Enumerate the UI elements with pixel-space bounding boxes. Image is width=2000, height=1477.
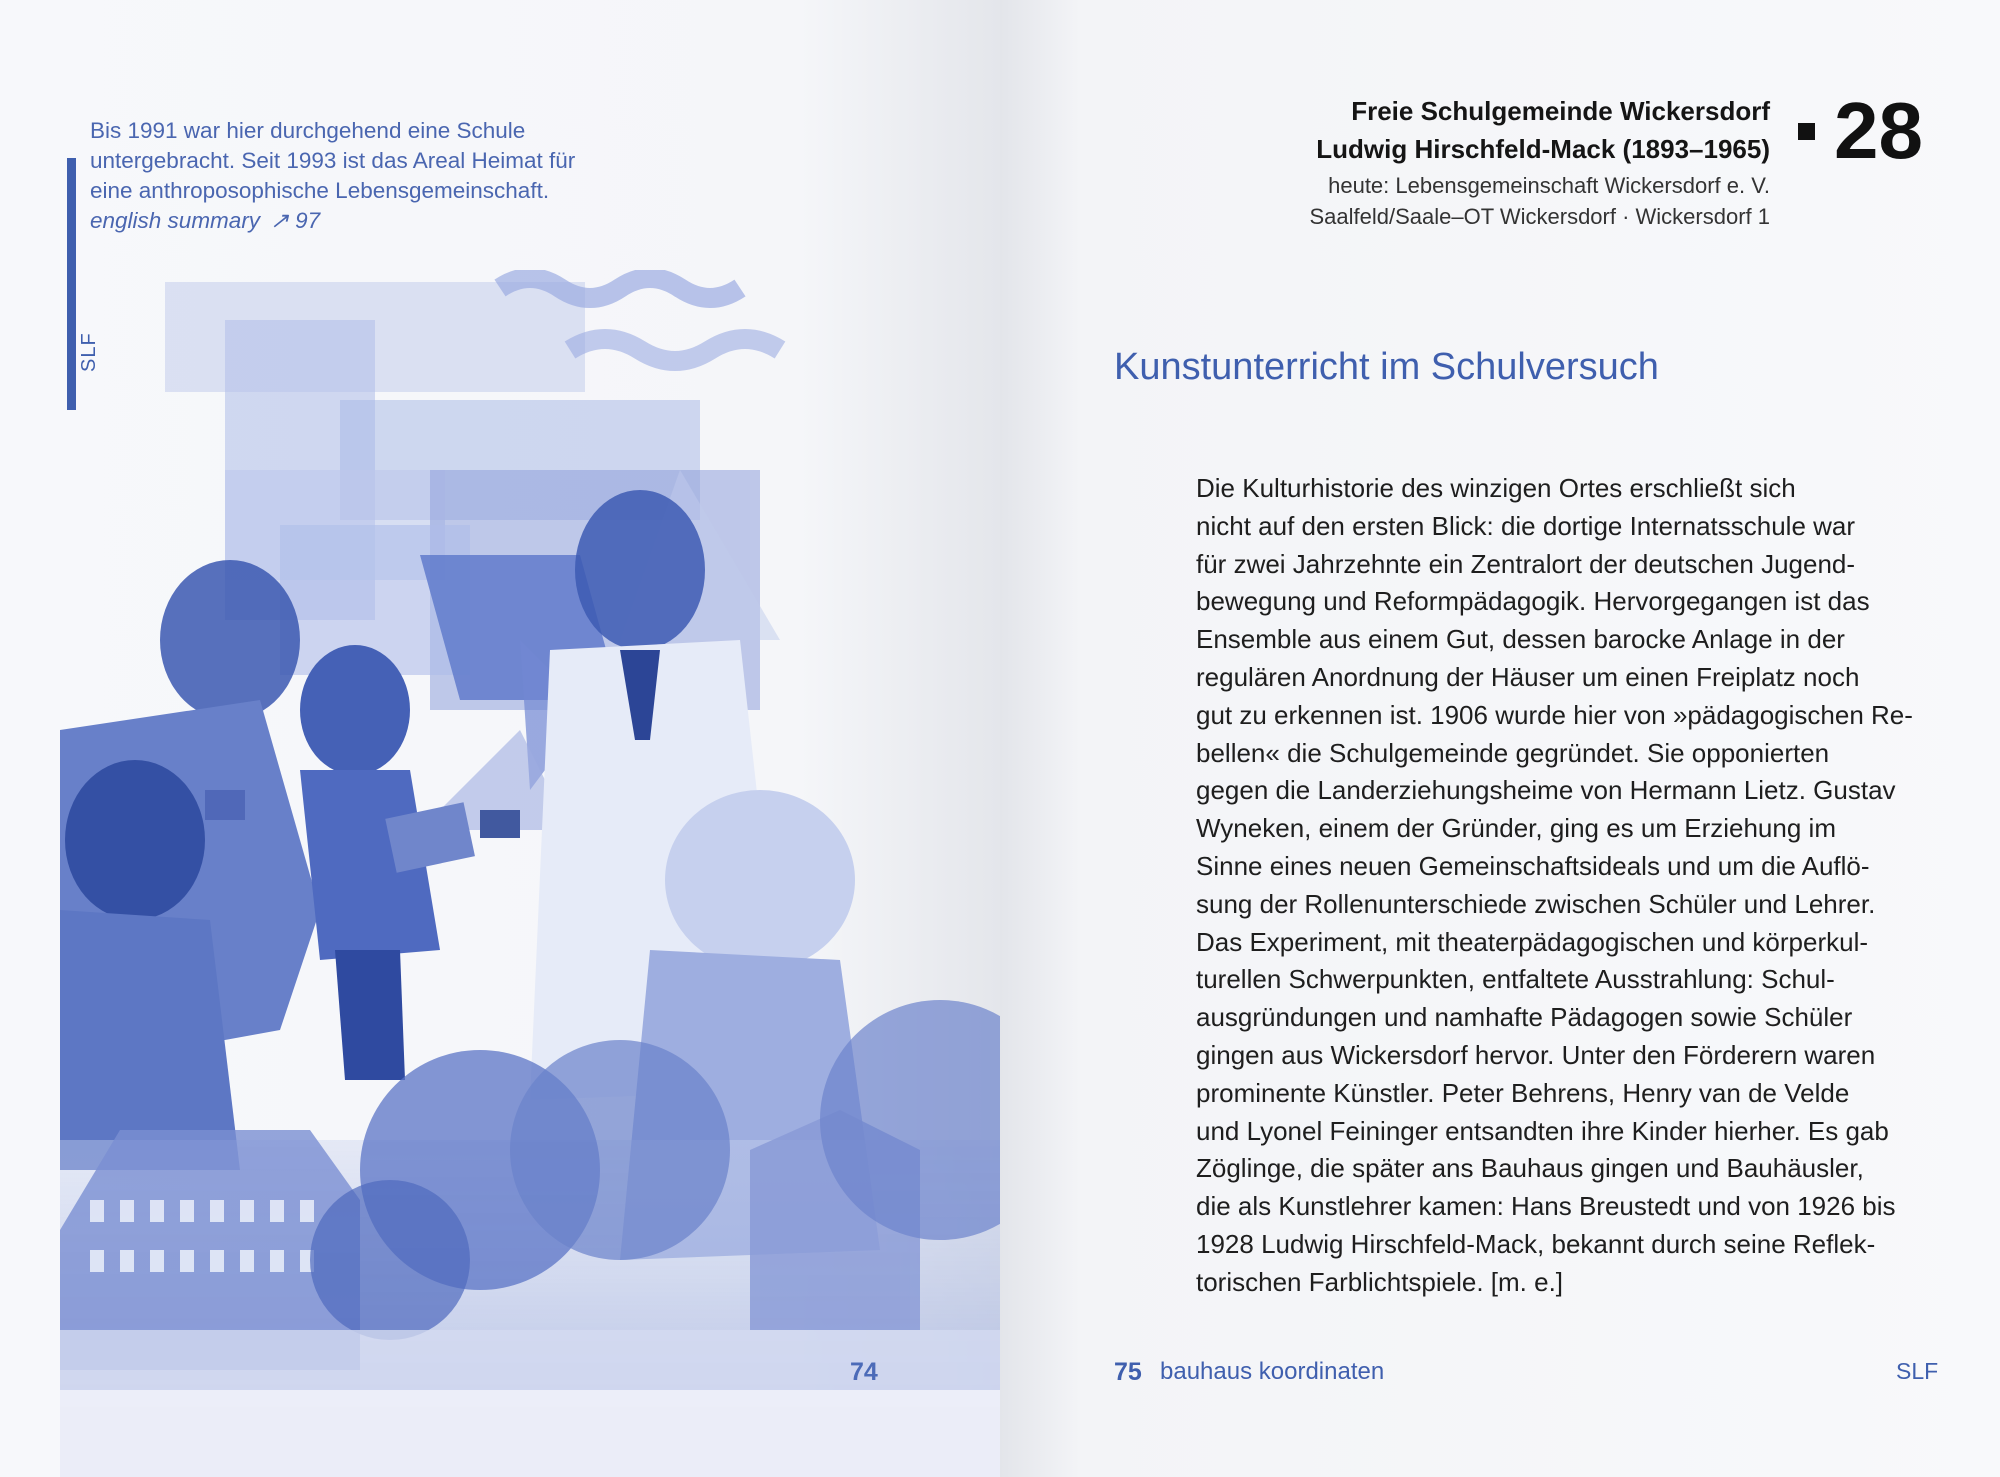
left-page-number: 74 <box>850 1358 878 1386</box>
summary-label: english summary <box>90 208 261 233</box>
article-line: sung der Rollenunterschiede zwischen Schüler und Lehrer. <box>1196 888 1876 919</box>
right-page-number: 75 <box>1114 1358 1142 1386</box>
article-line: gingen aus Wickersdorf hervor. Unter den Förderern waren <box>1196 1039 1876 1070</box>
article-line: nicht auf den ersten Blick: die dortige Internatsschule war <box>1196 510 1856 541</box>
site-person: Ludwig Hirschfeld-Mack (1893–1965) <box>1316 134 1770 164</box>
summary-page-ref: ↗ 97 <box>270 208 321 233</box>
article-line: Zöglinge, die später ans Bauhaus gingen und Bauhäusler, <box>1196 1153 1864 1184</box>
article-line: gut zu erkennen ist. 1906 wurde hier von »pädagogischen Re- <box>1196 699 1913 730</box>
article-line: für zwei Jahrzehnte ein Zentralort der deutschen Jugend- <box>1196 548 1856 579</box>
side-region-code: SLF <box>78 332 100 372</box>
article-line: Wyneken, einem der Gründer, ging es um Erziehung im <box>1196 813 1836 844</box>
site-marker-square <box>1798 123 1815 140</box>
article-body <box>1196 470 1941 1302</box>
site-address: Saalfeld/Saale–OT Wickersdorf · Wickersdorf 1 <box>1309 204 1770 229</box>
article-title: Kunstunterricht im Schulversuch <box>1114 346 1659 388</box>
article-line: prominente Künstler. Peter Behrens, Henry van de Velde <box>1196 1077 1850 1108</box>
article-line: gegen die Landerziehungsheime von Hermann Lietz. Gustav <box>1196 775 1896 806</box>
site-number: 28 <box>1834 86 1923 175</box>
intro-text <box>90 116 610 236</box>
article-line: Sinne eines neuen Gemeinschaftsideals und um die Auflö- <box>1196 850 1870 881</box>
article-line: torischen Farblichtspiele. [m. e.] <box>1196 1266 1564 1297</box>
article-line: Das Experiment, mit theaterpädagogischen und körperkul- <box>1196 926 1869 957</box>
article-line: bellen« die Schulgemeinde gegründet. Sie opponierten <box>1196 737 1830 768</box>
article-line: ausgründungen und namhafte Pädagogen sowie Schüler <box>1196 1002 1853 1033</box>
article-line: 1928 Ludwig Hirschfeld-Mack, bekannt durch seine Reflek- <box>1196 1228 1876 1259</box>
article-line: turellen Schwerpunkten, entfaltete Ausstrahlung: Schul- <box>1196 964 1835 995</box>
intro-line: untergebracht. Seit 1993 ist das Areal Heimat für <box>90 148 576 173</box>
site-header <box>1309 92 1770 232</box>
series-title: bauhaus koordinaten <box>1160 1358 1385 1385</box>
article-line: bewegung und Reformpädagogik. Hervorgegangen ist das <box>1196 586 1870 617</box>
site-name: Freie Schulgemeinde Wickersdorf <box>1351 96 1770 126</box>
article-line: die als Kunstlehrer kamen: Hans Breustedt und von 1926 bis <box>1196 1191 1896 1222</box>
article-line: Ensemble aus einem Gut, dessen barocke Anlage in der <box>1196 624 1845 655</box>
intro-line: Bis 1991 war hier durchgehend eine Schule <box>90 118 526 143</box>
footer-region-code: SLF <box>1896 1358 1939 1384</box>
english-summary-link[interactable] <box>90 206 610 236</box>
article-line: und Lyonel Feininger entsandten ihre Kinder hierher. Es gab <box>1196 1115 1889 1146</box>
article-line: regulären Anordnung der Häuser um einen Freiplatz noch <box>1196 661 1860 692</box>
article-line: Die Kulturhistorie des winzigen Ortes erschließt sich <box>1196 473 1796 503</box>
intro-line: eine anthroposophische Lebensgemeinschaft. <box>90 178 550 203</box>
bauhaus-photo-collage <box>60 270 1000 1477</box>
site-current-use: heute: Lebensgemeinschaft Wickersdorf e. V. <box>1328 173 1770 198</box>
